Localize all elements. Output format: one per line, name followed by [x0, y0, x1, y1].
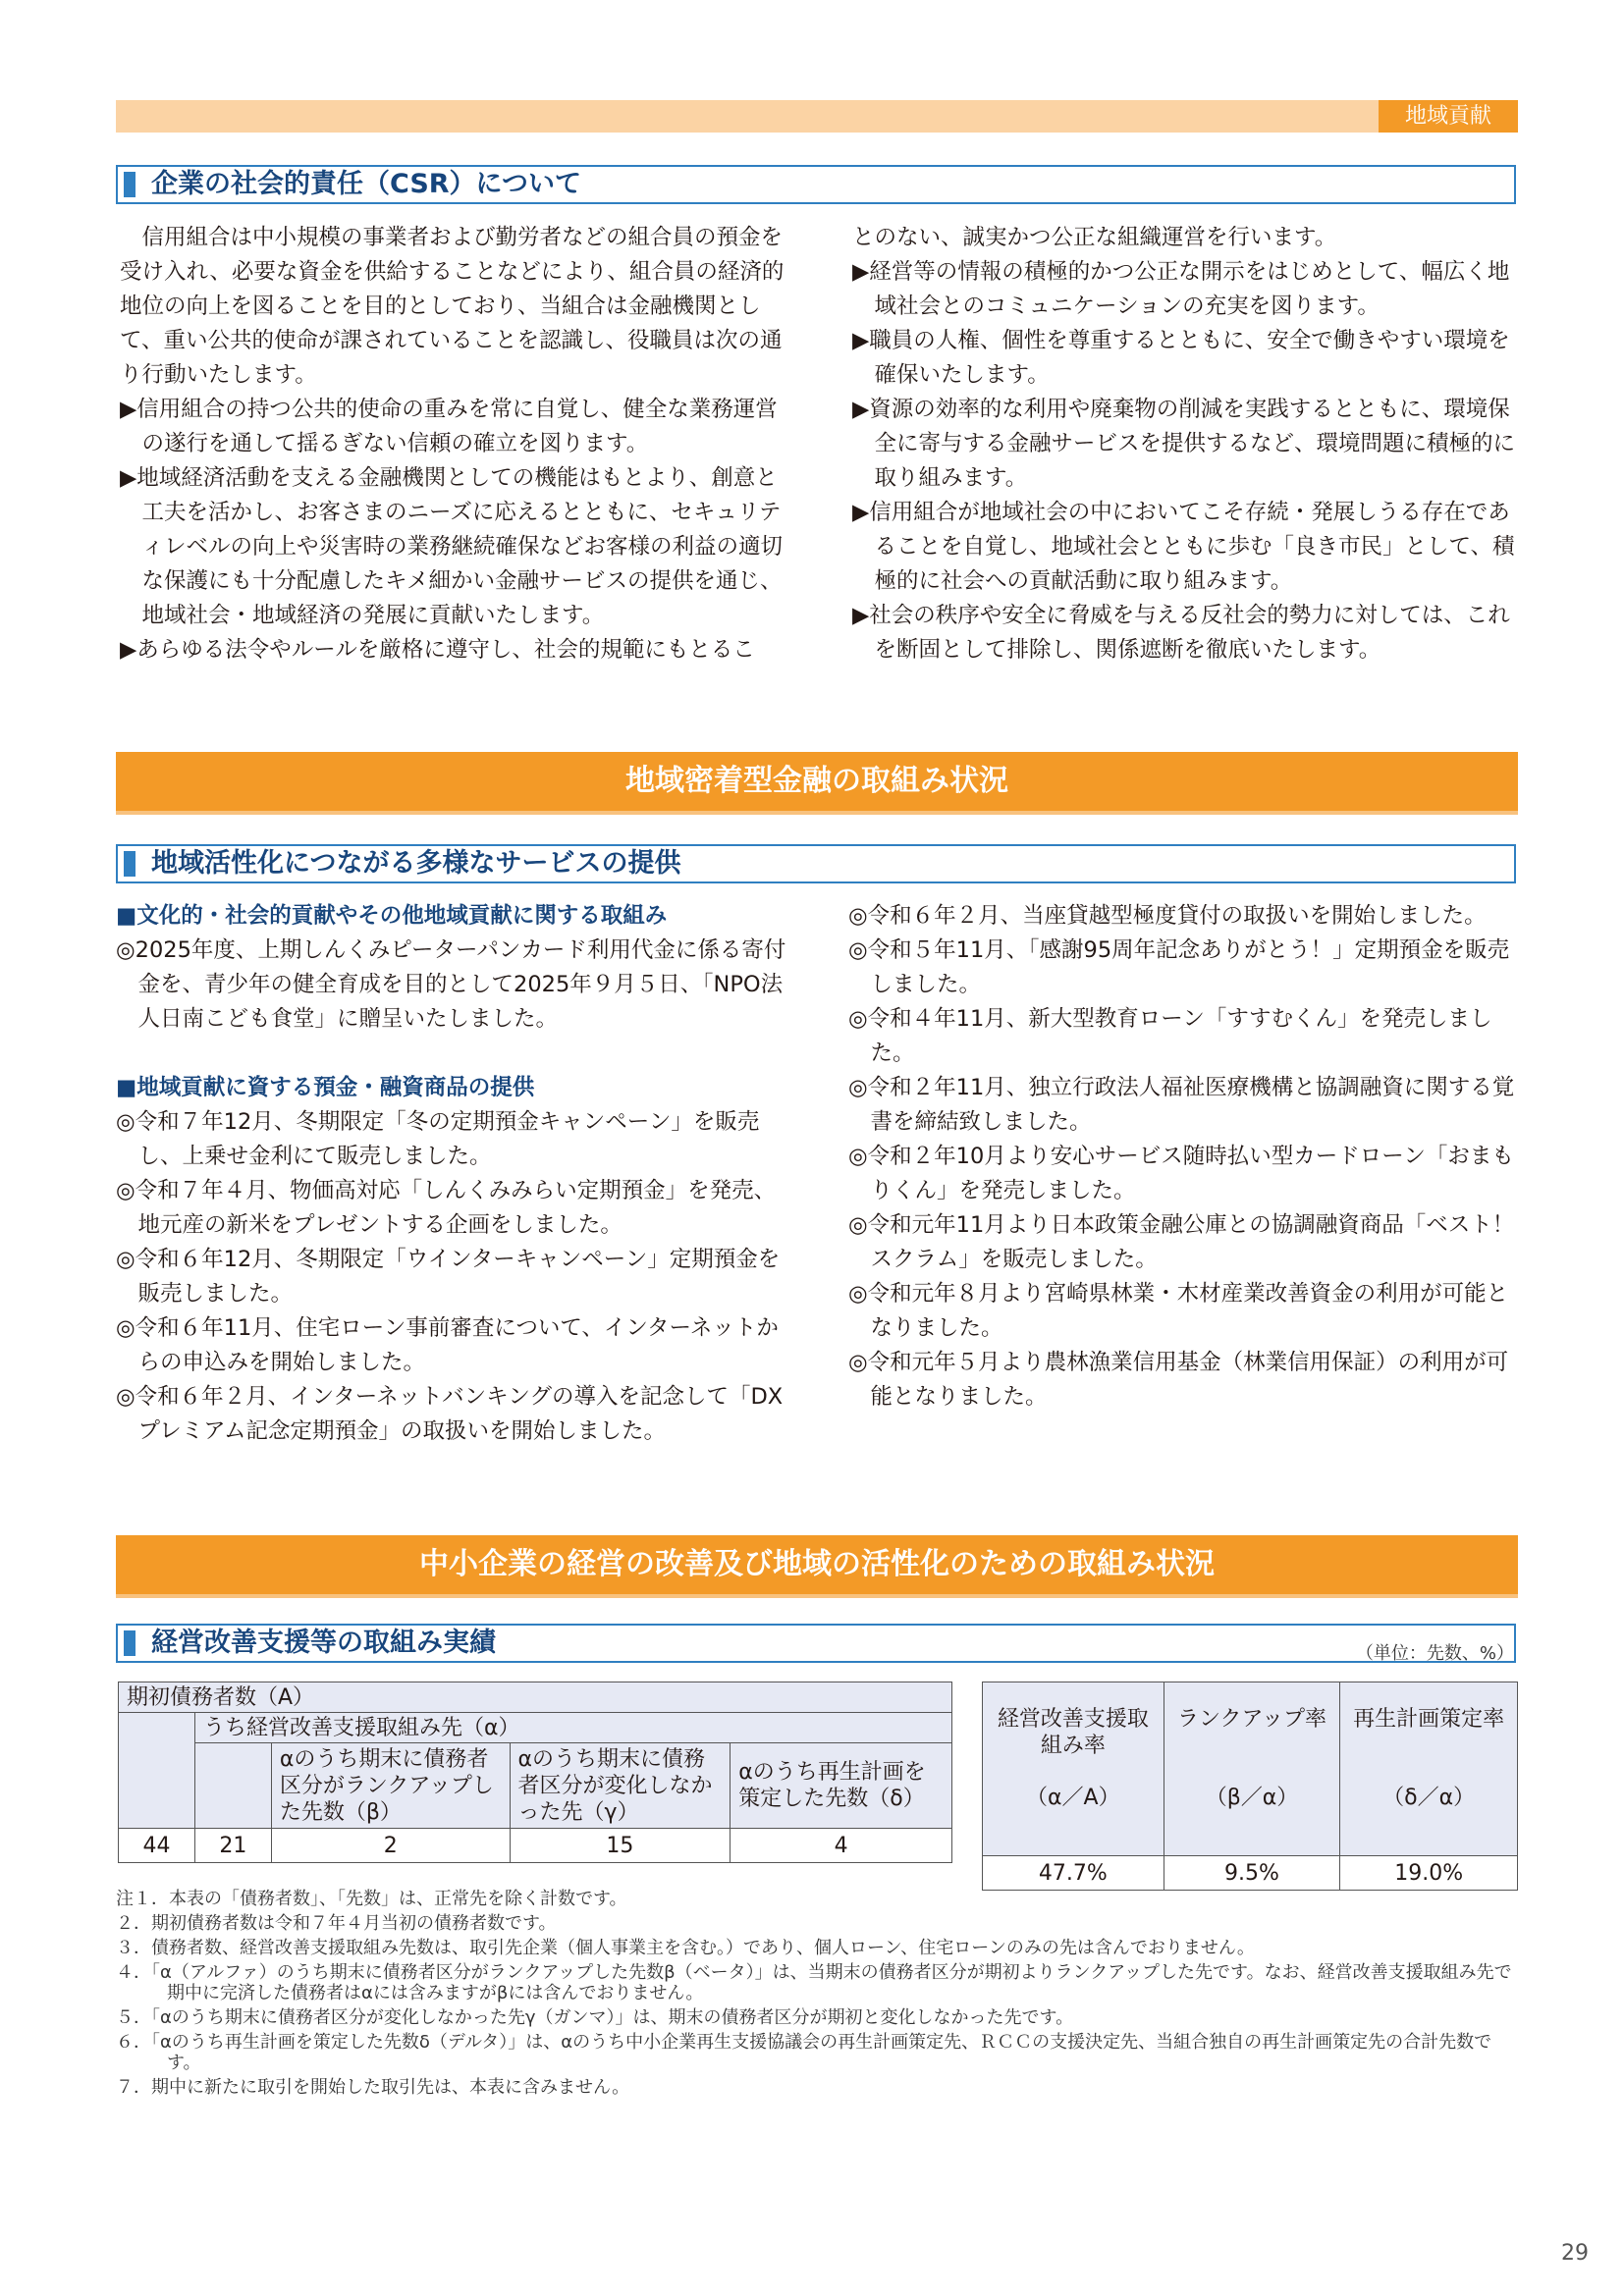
value-unchanged: 15: [510, 1829, 731, 1863]
ratio-table: [982, 1682, 1518, 1891]
regional-title: 地域活性化につながる多様なサービスの提供: [151, 848, 681, 879]
value-rank-up: 2: [271, 1829, 510, 1863]
csr-item: とのない、誠実かつ公正な組織運営を行います。: [852, 225, 1337, 250]
csr-title: 企業の社会的責任（CSR）について: [151, 169, 582, 199]
csr-heading: [116, 165, 1516, 204]
section-tag: 地域貢献: [1379, 100, 1518, 133]
header-revival-plan: αのうち再生計画を策定した先数（δ）: [731, 1743, 952, 1829]
list-item: ◎令和元年11月より日本政策金融公庫との協調融資商品「ベスト！スクラム」を販売しました。: [848, 1212, 1515, 1272]
note: ４．「α（アルファ）のうち期末に債務者区分がランクアップした先数β（ベータ）」は、当期末の債務者区分が期初よりランクアップした先です。なお、経営改善支援取組み先で期中に完済した債務者はαには含みますがβには含んでおりません。: [116, 1962, 1512, 2003]
list-item: ◎令和２年10月より安心サービス随時払い型カードローン「おまもりくん」を発売しました。: [848, 1144, 1514, 1203]
sme-band: [116, 1535, 1518, 1594]
list-item: ◎令和元年８月より宮崎県林業・木材産業改善資金の利用が可能となりました。: [848, 1281, 1509, 1341]
header-rank-up-rate-formula: （β／α）: [1205, 1786, 1299, 1810]
list-item: ◎2025年度、上期しんくみピーターパンカード利用代金に係る寄付金を、青少年の健全育成を目的として2025年９月５日、「NPO法人日南こども食堂」に贈呈いたしました。: [116, 937, 786, 1032]
list-item: ◎令和７年12月、冬期限定「冬の定期預金キャンペーン」を販売し、上乗せ金利にて販売しました。: [116, 1109, 760, 1169]
header-spacer: [119, 1713, 195, 1829]
csr-right-column: [852, 221, 1530, 667]
regional-heading: [116, 844, 1516, 883]
header-bar: [116, 100, 1518, 133]
csr-item: ▶地域経済活動を支える金融機関としての機能はもとより、創意と工夫を活かし、お客さまのニーズに応えるとともに、セキュリティレベルの向上や災害時の業務継続確保などお客様の利益の適切な保護にも十分配慮したキメ細かい金融サービスの提供を通じ、地域社会・地域経済の発展に貢献いたします。: [120, 465, 784, 628]
heading-marker: [124, 1630, 135, 1656]
csr-intro: 信用組合は中小規模の事業者および勤労者などの組合員の預金を受け入れ、必要な資金を供給することなどにより、組合員の経済的地位の向上を図ることを目的としており、当組合は金融機関として、重い公共的使命が課されていることを認識し、役職員は次の通り行動いたします。: [120, 225, 785, 388]
list-item: ◎令和４年11月、新大型教育ローン「すすむくん」を発売しました。: [848, 1006, 1492, 1066]
header-unchanged: αのうち期末に債務者区分が変化しなかった先（γ）: [510, 1743, 731, 1829]
list-item: ◎令和２年11月、独立行政法人福祉医療機構と協調融資に関する覚書を締結致しました。: [848, 1075, 1515, 1135]
header-rank-up: αのうち期末に債務者区分がランクアップした先数（β）: [271, 1743, 510, 1829]
sme-heading: [116, 1624, 1516, 1663]
note: ６．「αのうち再生計画を策定した先数δ（デルタ）」は、αのうち中小企業再生支援協議会の再生計画策定先、ＲＣＣの支援決定先、当組合独自の再生計画策定先の合計先数です。: [116, 2032, 1492, 2073]
value-rank-up-rate: 9.5%: [1164, 1856, 1340, 1891]
csr-item: ▶資源の効率的な利用や廃棄物の削減を実践するとともに、環境保全に寄与する金融サービスを提供するなど、環境問題に積極的に取り組みます。: [852, 397, 1516, 491]
header-support-targets: うち経営改善支援取組み先（α）: [194, 1713, 951, 1743]
heading-marker: [124, 172, 135, 197]
csr-item: ▶職員の人権、個性を尊重するとともに、安全で働きやすい環境を確保いたします。: [852, 328, 1510, 388]
value-support-targets: 21: [194, 1829, 271, 1863]
header-support-rate: [983, 1682, 1164, 1856]
note: ３．債務者数、経営改善支援取組み先数は、取引先企業（個人事業主を含む。）であり、個人ローン、住宅ローンのみの先は含んでおりません。: [116, 1938, 1255, 1958]
csr-item: ▶社会の秩序や安全に脅威を与える反社会的勢力に対しては、これを断固として排除し、関係遮断を徹底いたします。: [852, 603, 1510, 663]
list-item: ◎令和元年５月より農林漁業信用基金（林業信用保証）の利用が可能となりました。: [848, 1350, 1509, 1410]
header-spacer: [194, 1743, 271, 1829]
header-revival-rate-formula: （δ／α）: [1382, 1786, 1476, 1810]
list-item: ◎令和６年２月、インターネットバンキングの導入を記念して「DXプレミアム記念定期預金」の取扱いを開始しました。: [116, 1384, 784, 1444]
regional-band: [116, 752, 1518, 811]
subheading-products: ■地域貢献に資する預金・融資商品の提供: [116, 1075, 535, 1100]
header-rank-up-rate: [1164, 1682, 1340, 1856]
header-revival-rate-label: 再生計画策定率: [1353, 1707, 1505, 1732]
header-support-rate-label: 経営改善支援取組み率: [997, 1707, 1149, 1758]
regional-band-title: 地域密着型金融の取組み状況: [625, 764, 1008, 798]
list-item: ◎令和６年12月、冬期限定「ウインターキャンペーン」定期預金を販売しました。: [116, 1247, 781, 1307]
note: ５．「αのうち期末に債務者区分が変化しなかった先γ（ガンマ）」は、期末の債務者区分が期初と変化しなかった先です。: [116, 2007, 1074, 2028]
value-support-rate: 47.7%: [983, 1856, 1164, 1891]
heading-marker: [124, 851, 135, 877]
header-revival-rate: [1340, 1682, 1518, 1856]
csr-item: ▶信用組合が地域社会の中においてこそ存続・発展しうる存在であることを自覚し、地域社会とともに歩む「良き市民」として、積極的に社会への貢献活動に取り組みます。: [852, 500, 1515, 594]
csr-item: ▶信用組合の持つ公共的使命の重みを常に自覚し、健全な業務運営の遂行を通して揺るぎない信頼の確立を図ります。: [120, 397, 778, 456]
subheading-cultural: ■文化的・社会的貢献やその他地域貢献に関する取組み: [116, 903, 668, 929]
list-item: ◎令和７年４月、物価高対応「しんくみみらい定期預金」を発売、地元産の新米をプレゼントする企画をしました。: [116, 1178, 777, 1238]
list-item: ◎令和５年11月、「感謝95周年記念ありがとう！」定期預金を販売しました。: [848, 937, 1510, 997]
note: ２．期初債務者数は令和７年４月当初の債務者数です。: [116, 1913, 557, 1934]
list-item: ◎令和６年11月、住宅ローン事前審査について、インターネットからの申込みを開始しました。: [116, 1315, 779, 1375]
csr-left-column: [120, 221, 787, 667]
value-initial-debtors: 44: [119, 1829, 195, 1863]
value-revival-rate: 19.0%: [1340, 1856, 1518, 1891]
sme-title: 経営改善支援等の取組み実績: [151, 1628, 496, 1658]
note: ７．期中に新たに取引を開始した取引先は、本表に含みません。: [116, 2077, 630, 2098]
csr-item: ▶経営等の情報の積極的かつ公正な開示をはじめとして、幅広く地域社会とのコミュニケーションの充実を図ります。: [852, 259, 1510, 319]
header-rank-up-rate-label: ランクアップ率: [1176, 1707, 1326, 1732]
csr-item: ▶あらゆる法令やルールを厳格に遵守し、社会的規範にもとるこ: [120, 637, 755, 663]
header-initial-debtors: 期初債務者数（A）: [119, 1682, 952, 1713]
unit-label: （単位：先数、%）: [1355, 1643, 1514, 1664]
debtor-table: [118, 1682, 952, 1863]
regional-right-column: [848, 899, 1526, 1415]
list-item: ◎令和６年２月、当座貸越型極度貸付の取扱いを開始しました。: [848, 903, 1487, 929]
page-number: 29: [1561, 2241, 1589, 2266]
table-notes: [116, 1889, 1520, 2102]
sme-band-title: 中小企業の経営の改善及び地域の活性化のための取組み状況: [419, 1547, 1215, 1581]
note: 注１．本表の「債務者数」、「先数」は、正常先を除く計数です。: [116, 1889, 627, 1909]
header-support-rate-formula: （α／A）: [1026, 1786, 1120, 1810]
regional-left-column: [116, 899, 793, 1449]
value-revival-plan: 4: [731, 1829, 952, 1863]
